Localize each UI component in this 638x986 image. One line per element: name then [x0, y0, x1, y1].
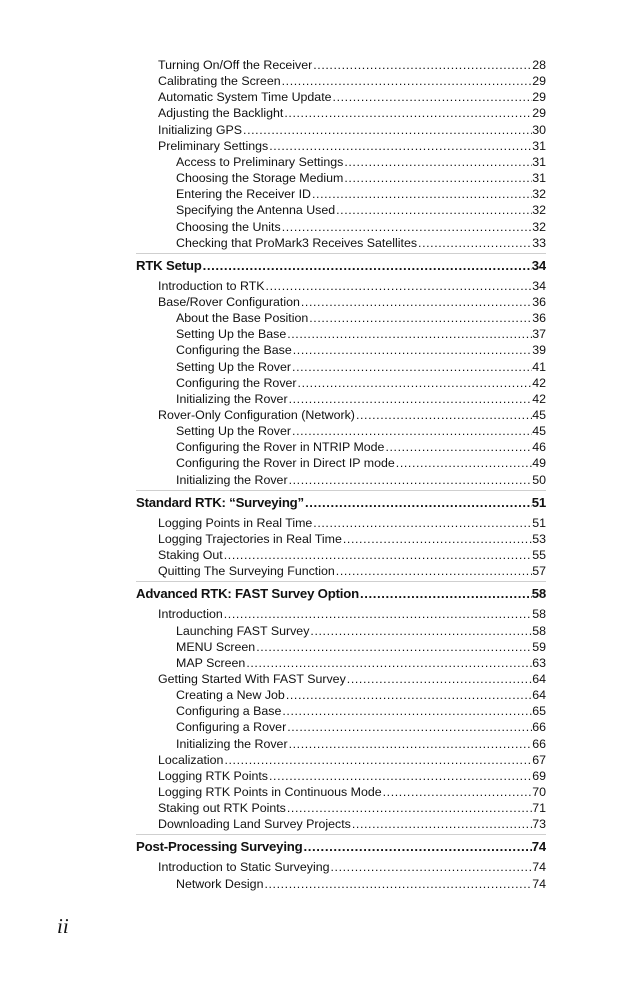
- toc-entry[interactable]: [158, 73, 546, 89]
- toc-entry-title: Configuring the Base: [176, 343, 292, 358]
- dot-leader: [286, 326, 532, 342]
- toc-entry-page: 74: [532, 860, 546, 875]
- toc-entry[interactable]: [158, 752, 546, 768]
- toc-entry-page: 58: [532, 607, 546, 622]
- toc-entry-title: Network Design: [176, 876, 264, 891]
- toc-entry[interactable]: [158, 671, 546, 687]
- toc-entry-title: Automatic System Time Update: [158, 90, 332, 105]
- toc-entry-page: 45: [532, 424, 546, 439]
- toc-entry-title: Setting Up the Rover: [176, 424, 292, 439]
- dot-leader: [291, 423, 532, 439]
- toc-entry-page: 31: [532, 138, 546, 153]
- toc-entry[interactable]: [158, 547, 546, 563]
- dot-leader: [281, 73, 533, 89]
- toc-entry-page: 45: [532, 408, 546, 422]
- dot-leader: [335, 202, 532, 218]
- dot-leader: [304, 495, 532, 511]
- toc-entry-title: Advanced RTK: FAST Survey Option: [136, 586, 359, 602]
- toc-entry-title: Access to Preliminary Settings: [176, 154, 344, 169]
- toc-entry-title: Rover-Only Configuration (Network): [158, 408, 355, 422]
- toc-entry-title: Calibrating the Screen: [158, 74, 281, 89]
- dot-leader: [242, 122, 532, 138]
- dot-leader: [312, 515, 532, 531]
- toc-entry[interactable]: [158, 122, 546, 138]
- dot-leader: [359, 586, 532, 602]
- toc-entry-title: Configuring the Rover: [176, 375, 297, 390]
- dot-leader: [292, 342, 532, 358]
- dot-leader: [300, 294, 532, 310]
- toc-entry-page: 36: [532, 294, 546, 309]
- toc-entry-page: 64: [532, 688, 546, 703]
- toc-entry-page: 46: [532, 440, 546, 455]
- toc-section-heading[interactable]: [136, 258, 546, 274]
- toc-entry-title: Introduction to Static Surveying: [158, 860, 330, 875]
- dot-leader: [288, 736, 533, 752]
- toc-entry[interactable]: [176, 623, 546, 639]
- toc-entry-page: 74: [532, 876, 546, 891]
- toc-entry-page: 64: [532, 671, 546, 686]
- dot-leader: [297, 375, 533, 391]
- toc-entry-page: 42: [532, 375, 546, 390]
- toc-entry-page: 33: [532, 235, 546, 250]
- toc-entry-title: Specifying the Antenna Used: [176, 203, 336, 218]
- toc-entry[interactable]: [158, 800, 546, 816]
- dot-leader: [351, 816, 532, 832]
- dot-leader: [286, 719, 532, 735]
- toc-entry-title: RTK Setup: [136, 257, 202, 273]
- dot-leader: [281, 219, 533, 235]
- toc-entry-title: Initializing the Rover: [176, 472, 288, 487]
- toc-entry-title: Quitting The Surveying Function: [158, 564, 335, 579]
- toc-entry[interactable]: [158, 784, 546, 800]
- toc-entry-page: 29: [532, 74, 546, 89]
- dot-leader: [268, 138, 532, 154]
- toc-entry-page: 65: [532, 704, 546, 719]
- toc-entry-page: 32: [532, 219, 546, 234]
- toc-entry-page: 31: [532, 154, 546, 169]
- toc-entry-title: Post-Processing Surveying: [136, 839, 303, 855]
- toc-section-heading[interactable]: [136, 495, 546, 511]
- toc-entry-title: About the Base Position: [176, 311, 309, 326]
- toc-entry[interactable]: [158, 105, 546, 121]
- toc-entry-title: Getting Started With FAST Survey: [158, 671, 346, 686]
- toc-entry-title: Logging RTK Points in Continuous Mode: [158, 785, 382, 799]
- toc-entry-title: Introduction: [158, 607, 223, 622]
- toc-entry-title: Logging RTK Points: [158, 768, 268, 783]
- toc-entry-title: Logging Trajectories in Real Time: [158, 531, 342, 546]
- dot-leader: [265, 278, 533, 294]
- toc-entry-title: Entering the Receiver ID: [176, 187, 311, 202]
- toc-entry[interactable]: [176, 154, 546, 170]
- toc-entry-page: 41: [532, 359, 546, 374]
- toc-entry[interactable]: [158, 138, 546, 154]
- toc-entry-page: 74: [531, 839, 546, 855]
- toc-entry-title: Logging Points in Real Time: [158, 515, 313, 530]
- toc-entry-page: 28: [532, 58, 546, 72]
- toc-entry-title: MENU Screen: [176, 639, 256, 654]
- toc-entry[interactable]: [176, 639, 546, 655]
- toc-entry-title: Configuring the Rover in NTRIP Mode: [176, 440, 385, 455]
- toc-entry-page: 57: [532, 564, 546, 579]
- toc-entry[interactable]: [176, 186, 546, 202]
- dot-leader: [291, 359, 532, 375]
- dot-leader: [343, 170, 532, 186]
- toc-entry-page: 66: [532, 720, 546, 735]
- section-divider: [136, 253, 546, 254]
- toc-entry[interactable]: [176, 687, 546, 703]
- dot-leader: [281, 703, 532, 719]
- toc-entry-title: MAP Screen: [176, 655, 246, 670]
- dot-leader: [308, 310, 532, 326]
- toc-entry-page: 51: [532, 515, 546, 530]
- dot-leader: [332, 89, 533, 105]
- toc-entry[interactable]: [158, 278, 546, 294]
- toc-entry[interactable]: [176, 736, 546, 752]
- toc-entry-page: 49: [532, 456, 546, 471]
- toc-entry[interactable]: [158, 89, 546, 105]
- dot-leader: [283, 105, 532, 121]
- toc-entry[interactable]: [176, 310, 546, 326]
- dot-leader: [382, 784, 533, 800]
- dot-leader: [288, 472, 533, 488]
- toc-entry-title: Setting Up the Rover: [176, 359, 292, 374]
- toc-entry-page: 42: [532, 391, 546, 406]
- toc-entry[interactable]: [158, 407, 546, 423]
- toc-entry-title: Adjusting the Backlight: [158, 106, 284, 121]
- toc-entry[interactable]: [176, 719, 546, 735]
- dot-leader: [263, 876, 532, 892]
- toc-entry-page: 36: [532, 311, 546, 326]
- dot-leader: [330, 859, 533, 875]
- dot-leader: [223, 752, 532, 768]
- toc-entry[interactable]: [176, 472, 546, 488]
- toc-entry[interactable]: [158, 515, 546, 531]
- toc-entry-title: Configuring a Base: [176, 704, 282, 719]
- toc-section-heading[interactable]: [136, 586, 546, 602]
- toc-entry-page: 32: [532, 187, 546, 202]
- toc-entry[interactable]: [176, 876, 546, 892]
- toc-entry[interactable]: [176, 703, 546, 719]
- dot-leader: [312, 57, 532, 73]
- dot-leader: [384, 439, 532, 455]
- toc-entry-title: Staking out RTK Points: [158, 801, 286, 816]
- toc-entry[interactable]: [176, 342, 546, 358]
- toc-entry[interactable]: [158, 768, 546, 784]
- toc-entry-title: Checking that ProMark3 Receives Satellites: [176, 235, 418, 250]
- toc-entry[interactable]: [176, 219, 546, 235]
- toc-entry-page: 37: [532, 327, 546, 342]
- dot-leader: [303, 839, 532, 855]
- dot-leader: [288, 391, 533, 407]
- toc-entry-page: 34: [532, 278, 546, 293]
- section-divider: [136, 490, 546, 491]
- page-folio: ii: [57, 914, 69, 938]
- toc-entry-page: 29: [532, 106, 546, 121]
- toc-entry-page: 59: [532, 639, 546, 654]
- toc-entry-title: Initializing the Rover: [176, 736, 288, 751]
- toc-entry[interactable]: [176, 170, 546, 186]
- toc-entry[interactable]: [158, 859, 546, 875]
- dot-leader: [286, 800, 532, 816]
- toc-entry-title: Creating a New Job: [176, 688, 285, 703]
- dot-leader: [311, 186, 532, 202]
- toc-entry-page: 69: [532, 768, 546, 783]
- toc-entry-page: 29: [532, 90, 546, 105]
- toc-entry-page: 58: [532, 623, 546, 638]
- dot-leader: [268, 768, 532, 784]
- toc-entry-title: Staking Out: [158, 548, 223, 563]
- toc-entry-title: Setting Up the Base: [176, 327, 287, 342]
- toc-entry-page: 70: [532, 785, 546, 799]
- dot-leader: [417, 235, 532, 251]
- toc-entry-page: 34: [531, 257, 546, 273]
- toc-entry-title: Initializing GPS: [158, 122, 243, 137]
- toc-entry-title: Choosing the Storage Medium: [176, 171, 344, 186]
- toc-entry-title: Launching FAST Survey: [176, 623, 310, 638]
- dot-leader: [245, 655, 532, 671]
- toc-entry-page: 53: [532, 531, 546, 546]
- toc-entry-page: 32: [532, 203, 546, 218]
- toc-entry[interactable]: [158, 531, 546, 547]
- section-divider: [136, 581, 546, 582]
- toc-entry[interactable]: [176, 439, 546, 455]
- toc-entry-title: Choosing the Units: [176, 219, 281, 234]
- dot-leader: [223, 606, 532, 622]
- toc-entry-page: 50: [532, 472, 546, 487]
- toc-section-heading[interactable]: [136, 839, 546, 855]
- toc-entry-title: Initializing the Rover: [176, 391, 288, 406]
- toc-entry[interactable]: [176, 391, 546, 407]
- dot-leader: [309, 623, 532, 639]
- toc-entry-page: 66: [532, 736, 546, 751]
- dot-leader: [342, 531, 532, 547]
- toc-entry-page: 58: [531, 586, 546, 602]
- toc-entry-page: 67: [532, 752, 546, 767]
- toc-entry[interactable]: [158, 816, 546, 832]
- dot-leader: [395, 455, 532, 471]
- toc-entry[interactable]: [158, 294, 546, 310]
- toc-entry-title: Configuring a Rover: [176, 720, 287, 735]
- toc-entry[interactable]: [176, 655, 546, 671]
- dot-leader: [285, 687, 532, 703]
- toc-entry-title: Configuring the Rover in Direct IP mode: [176, 456, 395, 471]
- toc-entry-page: 39: [532, 343, 546, 358]
- toc-entry[interactable]: [176, 202, 546, 218]
- toc-entry-title: Downloading Land Survey Projects: [158, 817, 351, 832]
- toc-entry-title: Introduction to RTK: [158, 278, 265, 293]
- dot-leader: [202, 258, 532, 274]
- toc-entry[interactable]: [176, 455, 546, 471]
- toc-entry-title: Preliminary Settings: [158, 138, 269, 153]
- toc-entry-title: Base/Rover Configuration: [158, 294, 300, 309]
- toc-entry-page: 55: [532, 548, 546, 563]
- toc-entry[interactable]: [158, 606, 546, 622]
- toc-entry[interactable]: [176, 359, 546, 375]
- toc-entry-page: 71: [532, 801, 546, 816]
- toc-entry[interactable]: [158, 57, 546, 73]
- dot-leader: [343, 154, 532, 170]
- dot-leader: [335, 563, 532, 579]
- section-divider: [136, 834, 546, 835]
- dot-leader: [223, 547, 532, 563]
- toc-entry-page: 63: [532, 655, 546, 670]
- dot-leader: [255, 639, 532, 655]
- toc-entry-title: Turning On/Off the Receiver: [158, 58, 313, 72]
- toc-entry[interactable]: [158, 563, 546, 579]
- toc-entry[interactable]: [176, 235, 546, 251]
- toc-entry-page: 73: [532, 817, 546, 832]
- dot-leader: [346, 671, 532, 687]
- dot-leader: [355, 407, 532, 423]
- toc-entry[interactable]: [176, 326, 546, 342]
- toc-entry-title: Standard RTK: “Surveying”: [136, 494, 304, 510]
- toc-entry-page: 31: [532, 171, 546, 186]
- toc-entry-page: 51: [531, 494, 546, 510]
- toc-entry-page: 30: [532, 122, 546, 137]
- toc-entry-title: Localization: [158, 752, 224, 767]
- toc-entry[interactable]: [176, 423, 546, 439]
- toc-entry[interactable]: [176, 375, 546, 391]
